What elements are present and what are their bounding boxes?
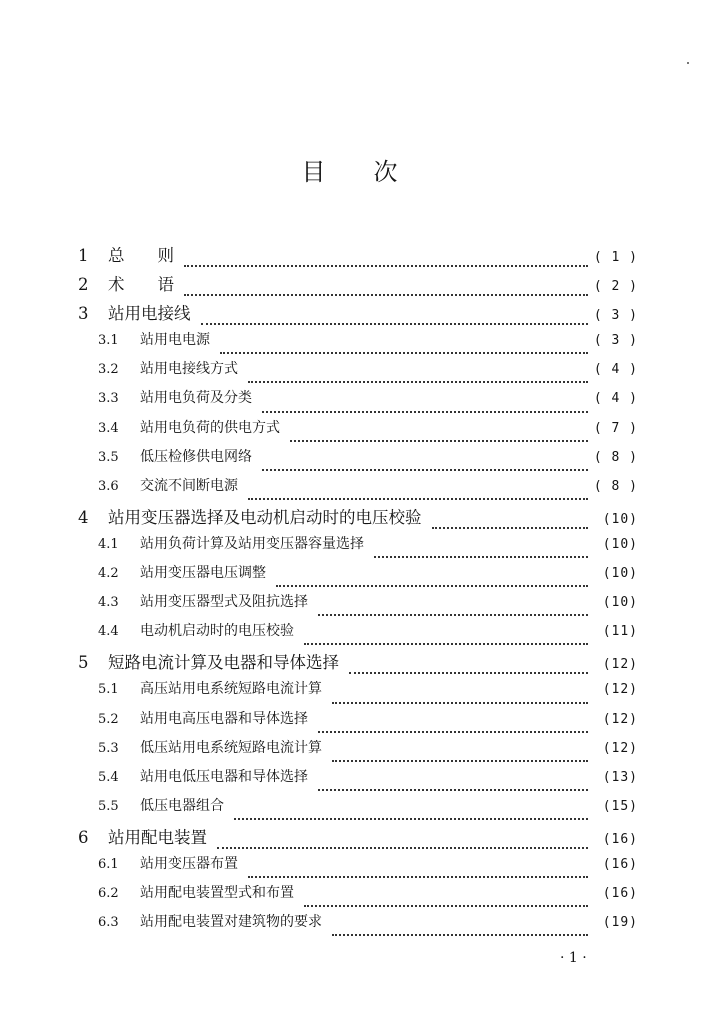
toc-entry-label: 低压检修供电网络 [140, 448, 252, 465]
toc-section-entry [78, 708, 638, 737]
toc-chapter-entry [78, 300, 638, 329]
dot-leader [184, 251, 588, 267]
toc-entry-page: (19) [602, 915, 638, 931]
toc-entry-number: 5 [78, 653, 89, 673]
toc-entry-label: 交流不间断电源 [140, 477, 238, 494]
dot-leader [332, 746, 588, 762]
toc-entry-number: 5.4 [98, 769, 119, 785]
toc-section-entry [78, 533, 638, 562]
toc-section-entry [78, 417, 638, 446]
dot-leader [234, 804, 588, 820]
toc-entry-number: 3.4 [98, 420, 119, 436]
toc-entry-label: 站用电负荷及分类 [140, 390, 252, 407]
toc-chapter-entry [78, 242, 638, 271]
toc-entry-page: (12) [602, 682, 638, 698]
dot-leader [432, 513, 589, 529]
toc-section-entry [78, 678, 638, 707]
toc-section-entry [78, 795, 638, 824]
toc-entry-page: (12) [602, 740, 638, 756]
toc-entry-page: ( 2 ) [593, 279, 638, 295]
dot-leader [304, 891, 588, 907]
dot-leader [276, 571, 588, 587]
page-title [0, 152, 701, 187]
toc-entry-number: 4.4 [98, 624, 119, 640]
toc-entry-page: (16) [602, 886, 638, 902]
toc-entry-page: (15) [602, 798, 638, 814]
toc-section-entry [78, 766, 638, 795]
dot-leader [201, 309, 588, 325]
toc-entry-label: 站用电负荷的供电方式 [140, 419, 280, 436]
toc-chapter-entry [78, 649, 638, 678]
toc-entry-label: 低压电器组合 [140, 797, 224, 814]
toc-entry-page: ( 8 ) [593, 478, 638, 494]
table-of-contents [78, 242, 638, 940]
toc-entry-label: 电动机启动时的电压校验 [140, 623, 294, 640]
page-number: · 1 · [560, 950, 587, 966]
toc-entry-page: ( 4 ) [593, 362, 638, 378]
toc-entry-page: (10) [602, 595, 638, 611]
toc-entry-page: (11) [602, 624, 638, 640]
toc-entry-label: 站用电接线方式 [140, 361, 238, 378]
toc-section-entry [78, 446, 638, 475]
toc-chapter-entry [78, 271, 638, 300]
toc-entry-number: 3.2 [98, 362, 119, 378]
toc-section-entry [78, 911, 638, 940]
toc-entry-label: 站用变压器选择及电动机启动时的电压校验 [108, 507, 422, 527]
toc-chapter-entry [78, 824, 638, 853]
toc-entry-label: 站用负荷计算及站用变压器容量选择 [140, 535, 364, 552]
toc-entry-label: 站用变压器型式及阻抗选择 [140, 594, 308, 611]
toc-entry-number: 4.3 [98, 595, 119, 611]
toc-entry-number: 4 [78, 507, 89, 527]
toc-entry-number: 3 [78, 304, 89, 324]
toc-entry-label: 总 则 [108, 246, 174, 265]
dot-leader [318, 775, 588, 791]
dot-leader [248, 484, 588, 500]
toc-section-entry [78, 387, 638, 416]
dot-leader [374, 542, 588, 558]
dot-leader [262, 455, 588, 471]
title-char-2: 次 [373, 158, 400, 186]
toc-section-entry [78, 853, 638, 882]
dot-leader [220, 338, 588, 354]
toc-entry-page: ( 3 ) [593, 308, 638, 324]
toc-section-entry [78, 737, 638, 766]
toc-entry-page: ( 7 ) [593, 420, 638, 436]
toc-entry-label: 站用配电装置对建筑物的要求 [140, 914, 322, 931]
toc-section-entry [78, 562, 638, 591]
dot-leader [290, 426, 588, 442]
dot-leader [349, 658, 588, 674]
toc-entry-number: 3.6 [98, 478, 119, 494]
toc-entry-page: (10) [602, 566, 638, 582]
toc-section-entry [78, 358, 638, 387]
toc-section-entry [78, 475, 638, 504]
toc-entry-page: (13) [602, 769, 638, 785]
toc-entry-label: 站用变压器电压调整 [140, 565, 266, 582]
toc-entry-number: 3.3 [98, 391, 119, 407]
dot-leader [318, 600, 588, 616]
toc-entry-label: 站用配电装置型式和布置 [140, 885, 294, 902]
toc-entry-label: 低压站用电系统短路电流计算 [140, 739, 322, 756]
dot-leader [318, 717, 588, 733]
toc-entry-page: (10) [602, 536, 638, 552]
toc-entry-number: 6 [78, 827, 89, 847]
toc-entry-number: 6.1 [98, 856, 119, 872]
toc-entry-label: 站用电低压电器和导体选择 [140, 768, 308, 785]
toc-entry-label: 站用电高压电器和导体选择 [140, 710, 308, 727]
dot-leader [248, 862, 588, 878]
dot-leader [332, 920, 588, 936]
toc-entry-number: 3.5 [98, 449, 119, 465]
toc-entry-number: 5.1 [98, 682, 119, 698]
toc-section-entry [78, 620, 638, 649]
title-char-1: 目 [301, 158, 328, 186]
toc-entry-page: (16) [602, 856, 638, 872]
toc-entry-page: ( 8 ) [593, 449, 638, 465]
toc-section-entry [78, 591, 638, 620]
toc-entry-page: (12) [602, 711, 638, 727]
toc-entry-number: 6.2 [98, 886, 119, 902]
toc-chapter-entry [78, 504, 638, 533]
dot-leader [262, 397, 588, 413]
toc-entry-number: 6.3 [98, 915, 119, 931]
toc-entry-label: 术 语 [108, 275, 174, 295]
toc-entry-label: 站用变压器布置 [140, 855, 238, 872]
dot-leader [248, 367, 588, 383]
toc-section-entry [78, 882, 638, 911]
dot-leader [184, 280, 588, 296]
toc-entry-label: 站用电接线 [108, 304, 191, 324]
toc-section-entry [78, 329, 638, 358]
toc-entry-page: (12) [602, 657, 638, 673]
toc-entry-number: 4.1 [98, 536, 119, 552]
toc-entry-page: ( 4 ) [593, 391, 638, 407]
toc-entry-label: 高压站用电系统短路电流计算 [140, 681, 322, 698]
toc-entry-page: (10) [602, 511, 638, 527]
toc-entry-page: ( 1 ) [593, 250, 638, 265]
dot-leader [332, 688, 588, 704]
dot-leader [217, 833, 588, 849]
toc-entry-label: 短路电流计算及电器和导体选择 [108, 653, 339, 673]
toc-entry-number: 4.2 [98, 566, 119, 582]
toc-entry-label: 站用配电装置 [108, 827, 207, 847]
toc-entry-number: 2 [78, 275, 89, 295]
toc-entry-page: (16) [602, 831, 638, 847]
dot-leader [304, 629, 588, 645]
toc-entry-page: ( 3 ) [593, 333, 638, 349]
scan-speck [687, 62, 689, 64]
toc-entry-number: 1 [78, 246, 89, 265]
toc-entry-number: 5.3 [98, 740, 119, 756]
toc-entry-label: 站用电电源 [140, 332, 210, 349]
toc-entry-number: 3.1 [98, 333, 119, 349]
toc-entry-number: 5.5 [98, 798, 119, 814]
toc-entry-number: 5.2 [98, 711, 119, 727]
